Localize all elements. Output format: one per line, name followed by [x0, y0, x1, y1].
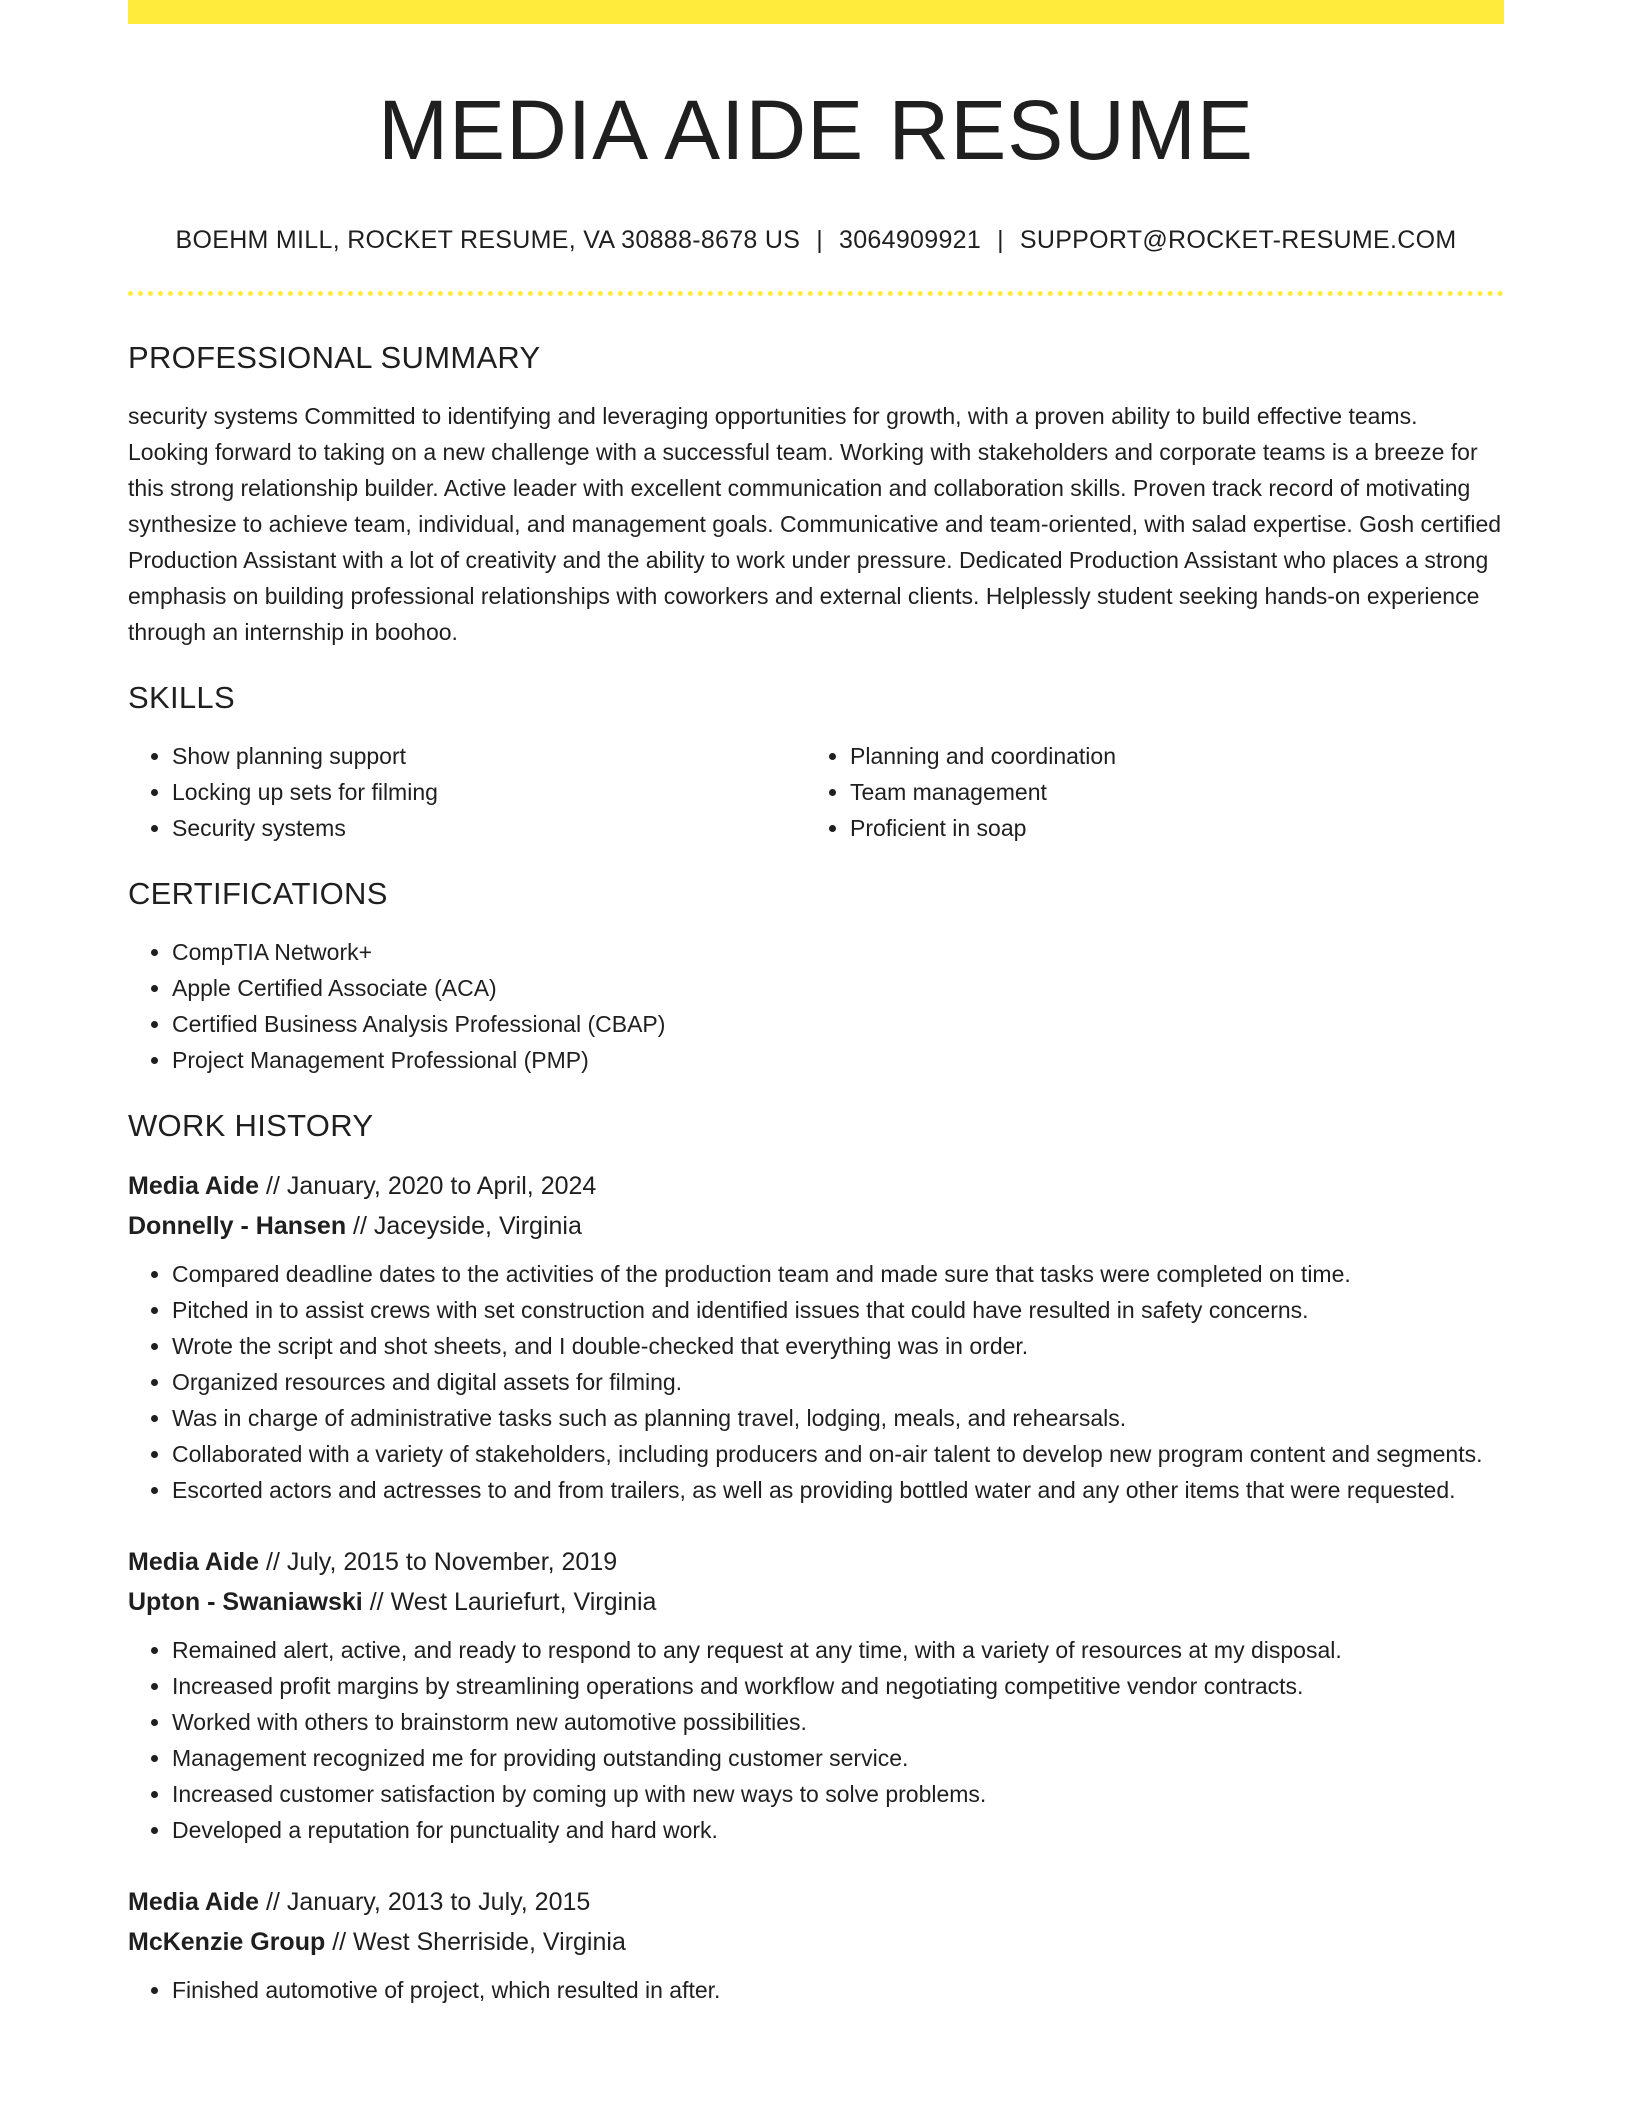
- skill-item: • Team management: [850, 774, 1484, 810]
- contact-separator: |: [816, 225, 824, 254]
- job-bullet: • Remained alert, active, and ready to respond to any request at any time, with a variety of resources at my disposal.: [172, 1632, 1504, 1668]
- job-title-line: [128, 1882, 1504, 1922]
- job-bullet: • Management recognized me for providing outstanding customer service.: [172, 1740, 1504, 1776]
- job-company: Upton - Swaniawski: [128, 1587, 363, 1616]
- job-divider: //: [346, 1211, 374, 1240]
- certifications-heading: CERTIFICATIONS: [128, 875, 388, 911]
- job-bullet: • Wrote the script and shot sheets, and I double-checked that everything was in order.: [172, 1328, 1504, 1364]
- skills-column-right: [806, 738, 1484, 846]
- job-dates: January, 2020 to April, 2024: [286, 1171, 597, 1200]
- skill-item: • Proficient in soap: [850, 810, 1484, 846]
- work-history-heading: WORK HISTORY: [128, 1107, 374, 1143]
- job-dates: January, 2013 to July, 2015: [286, 1887, 591, 1916]
- job-bullet: • Escorted actors and actresses to and from trailers, as well as providing bottled water and any other items that were requested.: [172, 1472, 1504, 1508]
- job-location: West Sherriside, Virginia: [353, 1927, 626, 1956]
- skill-item: • Planning and coordination: [850, 738, 1484, 774]
- resume-page: [128, 0, 1504, 2008]
- contact-separator: |: [997, 225, 1004, 254]
- job-entry: [128, 1882, 1504, 2008]
- job-title: Media Aide: [128, 1171, 260, 1200]
- job-bullet: • Worked with others to brainstorm new automotive possibilities.: [172, 1704, 1504, 1740]
- job-bullets: [128, 1256, 1504, 1508]
- job-divider: //: [259, 1887, 287, 1916]
- job-title-line: [128, 1542, 1504, 1582]
- job-company-line: [128, 1922, 1504, 1962]
- certification-item: • CompTIA Network+: [172, 934, 1504, 970]
- job-location: Jaceyside, Virginia: [373, 1211, 582, 1240]
- contact-address: BOEHM MILL, ROCKET RESUME, VA 30888-8678 US: [175, 225, 801, 254]
- job-location: West Lauriefurt, Virginia: [390, 1587, 657, 1616]
- summary-heading: PROFESSIONAL SUMMARY: [128, 339, 541, 375]
- job-company: McKenzie Group: [128, 1927, 326, 1956]
- contact-phone: 3064909921: [839, 225, 982, 254]
- job-entry: [128, 1166, 1504, 1508]
- job-company-line: [128, 1206, 1504, 1246]
- top-accent-bar: [128, 0, 1504, 24]
- job-divider: //: [362, 1587, 391, 1616]
- certification-item: • Certified Business Analysis Professional (CBAP): [172, 1006, 1504, 1042]
- job-title: Media Aide: [128, 1887, 260, 1916]
- contact-email: SUPPORT@ROCKET-RESUME.COM: [1019, 225, 1457, 254]
- job-bullet: • Organized resources and digital assets for filming.: [172, 1364, 1504, 1400]
- certifications-list: [128, 934, 1504, 1078]
- job-bullet: • Pitched in to assist crews with set construction and identified issues that could have resulted in safety concerns.: [172, 1292, 1504, 1328]
- job-divider: //: [259, 1171, 287, 1200]
- job-entry: [128, 1542, 1504, 1848]
- job-bullet: • Compared deadline dates to the activities of the production team and made sure that tasks were completed on time.: [172, 1256, 1504, 1292]
- dotted-divider: [128, 291, 1504, 296]
- job-bullet: • Was in charge of administrative tasks such as planning travel, lodging, meals, and rehearsals.: [172, 1400, 1504, 1436]
- skills-heading: SKILLS: [128, 679, 235, 715]
- skill-item: • Locking up sets for filming: [172, 774, 806, 810]
- resume-title: MEDIA AIDE RESUME: [378, 83, 1254, 177]
- certification-item: • Project Management Professional (PMP): [172, 1042, 1504, 1078]
- job-bullet: • Developed a reputation for punctuality and hard work.: [172, 1812, 1504, 1848]
- job-divider: //: [325, 1927, 354, 1956]
- skill-item: • Show planning support: [172, 738, 806, 774]
- job-dates: July, 2015 to November, 2019: [286, 1547, 618, 1576]
- job-company: Donnelly - Hansen: [128, 1211, 347, 1240]
- skills-list: [128, 738, 1504, 846]
- skill-item: • Security systems: [172, 810, 806, 846]
- job-title-line: [128, 1166, 1504, 1206]
- job-company-line: [128, 1582, 1504, 1622]
- summary-text: security systems Committed to identifying and leveraging opportunities for growth, with a proven ability to build effective teams. Looking forward to taking on a new challenge with a successful team. Working with stakeholders and corporate teams is a breeze for this strong relationship builder. Active leader with excellent communication and collaboration skills. Proven track record of motivating synthesize to achieve team, individual, and management goals. Communicative and team-oriented, with salad expertise. Gosh certified Production Assistant with a lot of creativity and the ability to work under pressure. Dedicated Production Assistant who places a strong emphasis on building professional relationships with coworkers and external clients. Helplessly student seeking hands-on experience through an internship in boohoo.: [128, 402, 1502, 645]
- job-bullets: [128, 1972, 1504, 2008]
- job-bullet: • Finished automotive of project, which resulted in after.: [172, 1972, 1504, 2008]
- skills-column-left: [128, 738, 806, 846]
- job-bullet: • Increased profit margins by streamlining operations and workflow and negotiating competitive vendor contracts.: [172, 1668, 1504, 1704]
- job-divider: //: [259, 1547, 287, 1576]
- job-title: Media Aide: [128, 1547, 260, 1576]
- job-bullet: • Increased customer satisfaction by coming up with new ways to solve problems.: [172, 1776, 1504, 1812]
- certification-item: • Apple Certified Associate (ACA): [172, 970, 1504, 1006]
- job-bullet: • Collaborated with a variety of stakeholders, including producers and on-air talent to develop new program content and segments.: [172, 1436, 1504, 1472]
- contact-line: [128, 225, 1504, 255]
- job-bullets: [128, 1632, 1504, 1848]
